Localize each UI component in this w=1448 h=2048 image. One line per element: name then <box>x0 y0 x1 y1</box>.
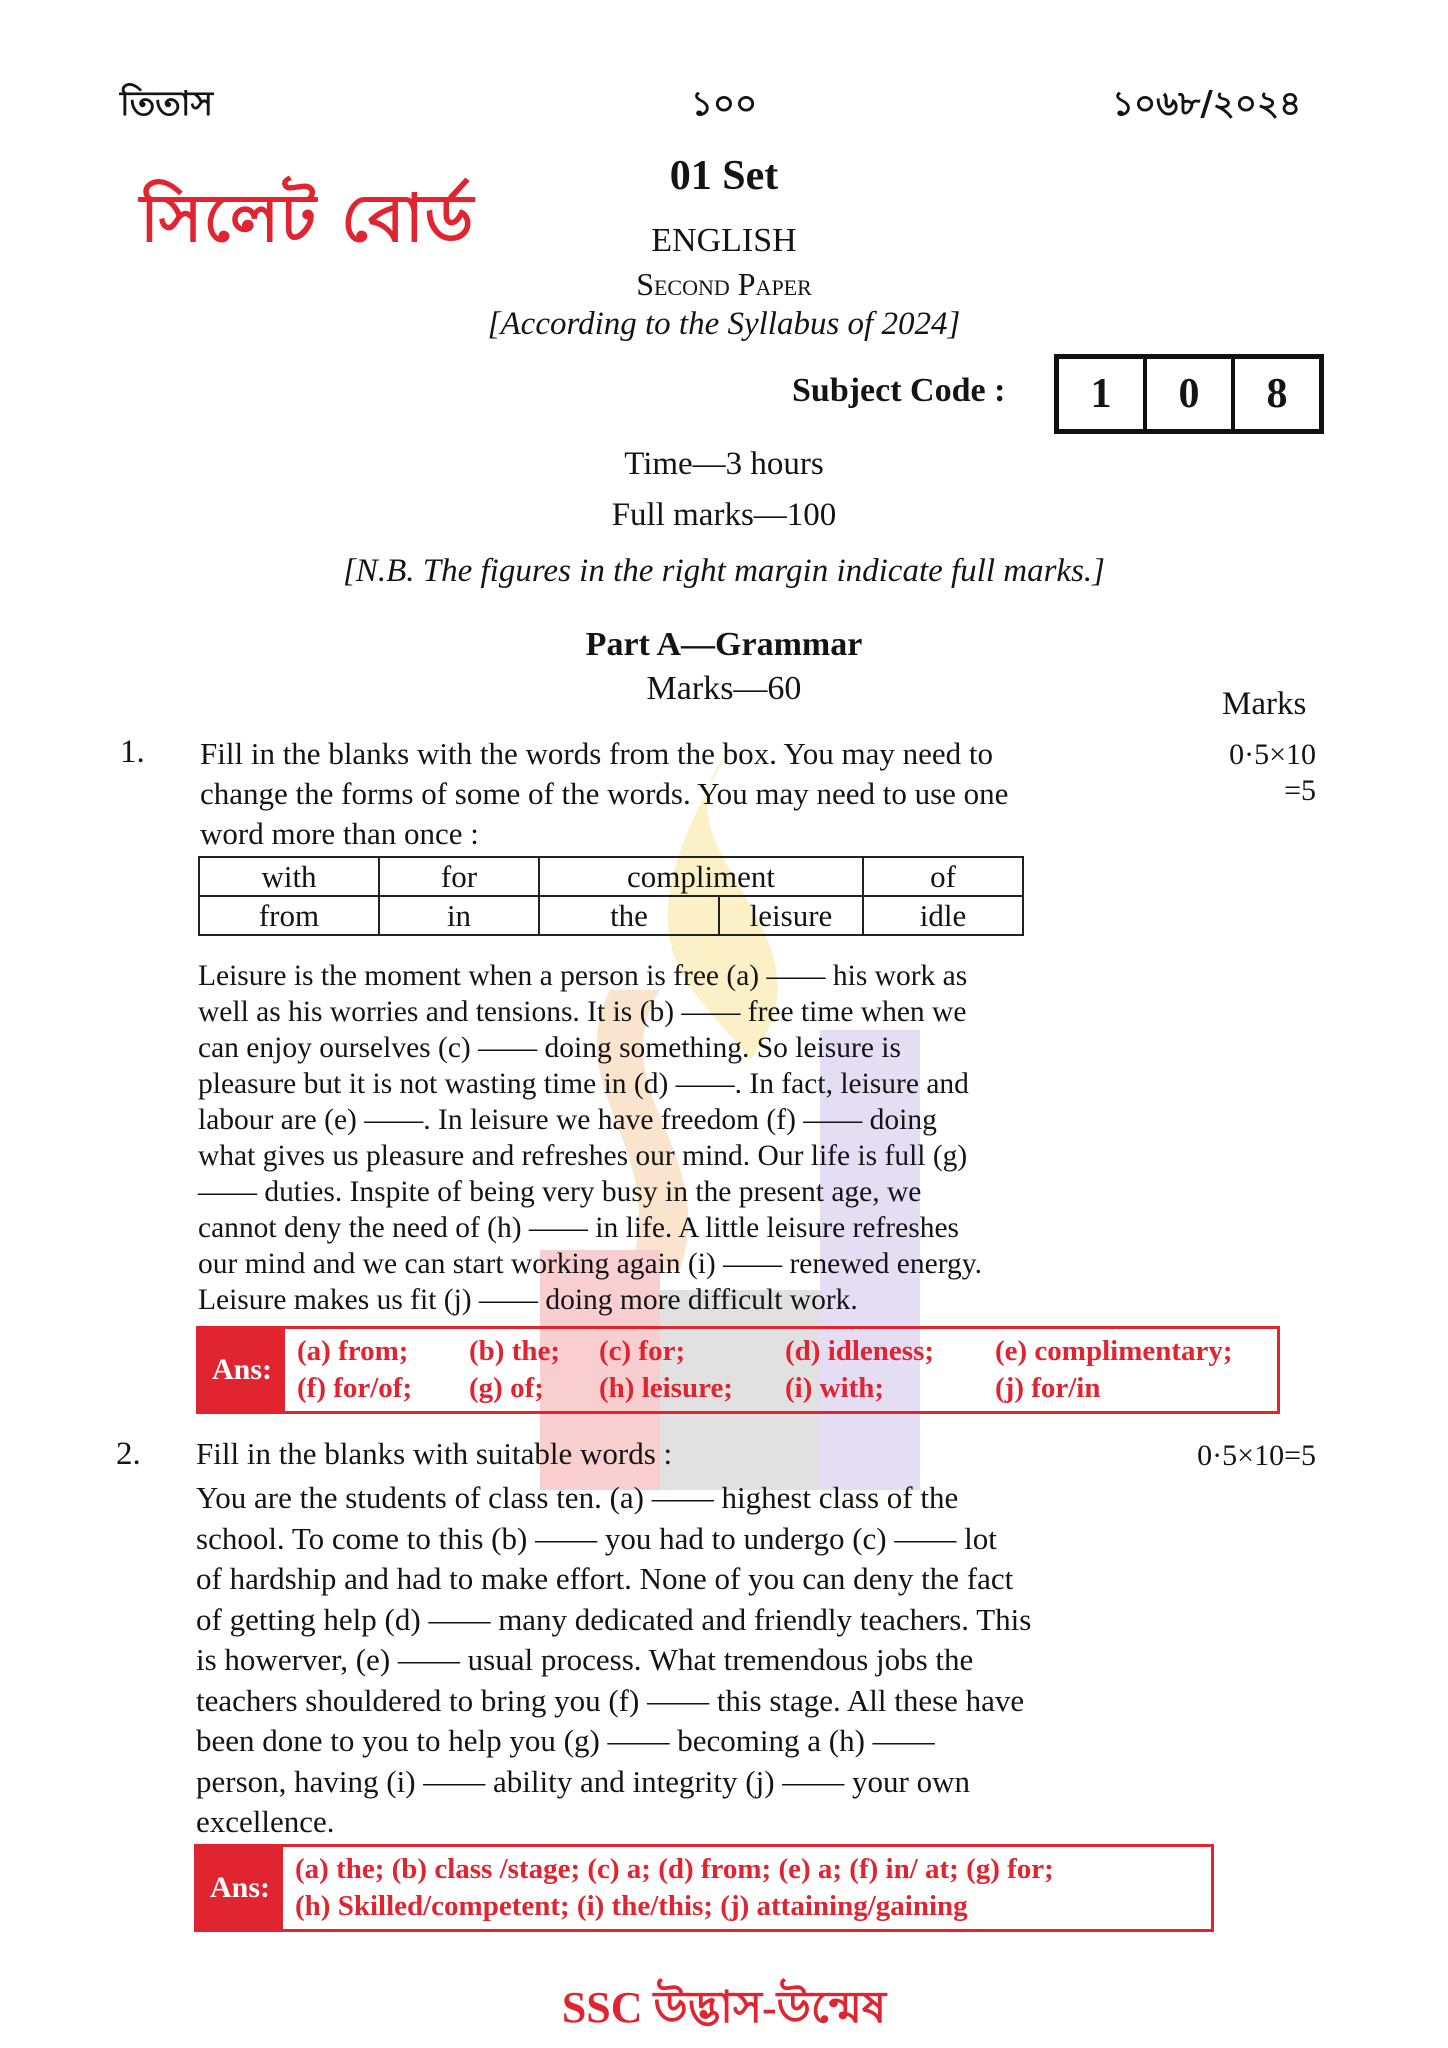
passage-line: —— duties. Inspite of being very busy in the present age, we <box>198 1176 922 1208</box>
marks-column-heading: Marks <box>1222 686 1307 722</box>
passage-line: what gives us pleasure and refreshes our mind. Our life is full (g) <box>198 1140 968 1172</box>
question-1-marks <box>1160 737 1316 809</box>
answer-content <box>285 1329 1245 1411</box>
word-box-cell: with <box>199 857 379 896</box>
answer-item: (h) leisure; <box>599 1372 733 1404</box>
instruction-line: word more than once : <box>200 816 479 851</box>
word-box-cell: in <box>379 896 539 935</box>
answer-line: (a) the; (b) class /stage; (c) a; (d) from; (e) a; (f) in/ at; (g) for; <box>295 1853 1054 1885</box>
exam-time: Time—3 hours <box>624 446 824 482</box>
answer-item: (f) for/of; <box>297 1372 413 1404</box>
answer-item: (d) idleness; <box>785 1335 935 1367</box>
footer-brand: SSC উদ্ভাস-উন্মেষ <box>561 1983 887 2032</box>
passage-line: person, having (i) —— ability and integrity (j) —— your own <box>196 1763 971 1799</box>
word-box-cell: leisure <box>719 896 863 935</box>
instruction-line: Fill in the blanks with the words from the box. You may need to <box>200 736 994 771</box>
header-left-text: তিতাস <box>120 84 214 124</box>
set-label: 01 Set <box>669 153 779 199</box>
syllabus-note: [According to the Syllabus of 2024] <box>487 306 961 342</box>
passage-line: our mind and we can start working again (i) —— renewed energy. <box>198 1248 982 1280</box>
passage-line: You are the students of class ten. (a) —— highest class of the <box>196 1480 959 1515</box>
answer-label: Ans: <box>199 1329 285 1411</box>
passage-line: cannot deny the need of (h) —— in life. A little leisure refreshes <box>198 1212 960 1244</box>
part-a-title: Part A—Grammar <box>585 626 863 663</box>
marks-line: 0·5×10 <box>1229 738 1316 771</box>
passage-line: excellence. <box>196 1804 335 1839</box>
passage-line: been done to you to help you (g) —— becoming a (h) —— <box>196 1723 935 1758</box>
question-1-passage <box>198 958 1196 1318</box>
question-1-instruction <box>200 734 1180 854</box>
question-2-instruction: Fill in the blanks with suitable words : <box>196 1436 673 1471</box>
question-number: 2. <box>116 1436 141 1472</box>
passage-line: teachers shouldered to bring you (f) —— this stage. All these have <box>196 1682 1025 1718</box>
question-2-marks: 0·5×10=5 <box>1197 1439 1316 1472</box>
answer-box <box>194 1844 1214 1932</box>
nb-note: [N.B. The figures in the right margin indicate full marks.] <box>342 553 1106 589</box>
word-box <box>198 856 1024 936</box>
board-title: সিলেট বোর্ড <box>140 180 475 257</box>
answer-item: (i) with; <box>785 1372 885 1404</box>
answer-label: Ans: <box>197 1847 283 1929</box>
marks-line: =5 <box>1284 774 1316 807</box>
answer-item: (j) for/in <box>995 1372 1101 1404</box>
passage-line: labour are (e) ——. In leisure we have freedom (f) —— doing <box>198 1104 937 1136</box>
answer-item: (a) from; <box>297 1335 409 1367</box>
instruction-line: change the forms of some of the words. You may need to use one <box>200 776 1009 811</box>
paper-title: Second Paper <box>636 266 812 302</box>
full-marks: Full marks—100 <box>611 497 837 533</box>
subject-code-digit: 0 <box>1143 359 1231 429</box>
word-box-cell: of <box>863 857 1023 896</box>
subject-code-digit: 8 <box>1231 359 1319 429</box>
passage-line: can enjoy ourselves (c) —— doing something. So leisure is <box>198 1032 901 1064</box>
passage-line: of hardship and had to make effort. None of you can deny the fact <box>196 1561 1014 1596</box>
passage-line: is howerver, (e) —— usual process. What tremendous jobs the <box>196 1642 974 1677</box>
passage-line: pleasure but it is not wasting time in (d) ——. In fact, leisure and <box>198 1068 969 1100</box>
answer-row <box>297 1333 1233 1370</box>
passage-line: school. To come to this (b) —— you had to undergo (c) —— lot <box>196 1520 997 1556</box>
passage-line: Leisure makes us fit (j) —— doing more difficult work. <box>198 1284 858 1316</box>
passage-line: well as his worries and tensions. It is (b) —— free time when we <box>198 996 967 1028</box>
answer-item: (g) of; <box>469 1372 544 1404</box>
answer-content <box>283 1847 1066 1929</box>
part-a-marks: Marks—60 <box>646 670 802 707</box>
subject-code-digit: 1 <box>1090 371 1112 417</box>
word-box-cell: the <box>539 896 719 935</box>
word-box-cell: compliment <box>539 857 863 896</box>
passage-line: Leisure is the moment when a person is free (a) —— his work as <box>198 960 968 992</box>
answer-item: (b) the; <box>469 1335 561 1367</box>
passage-line: of getting help (d) —— many dedicated and friendly teachers. This <box>196 1601 1032 1637</box>
answer-line: (h) Skilled/competent; (i) the/this; (j) attaining/gaining <box>295 1890 968 1922</box>
header-right-code: ১০৬৮/২০২৪ <box>1112 84 1302 124</box>
question-number: 1. <box>120 734 145 770</box>
answer-item: (c) for; <box>599 1335 686 1367</box>
subject-code-box <box>1054 354 1324 434</box>
question-2-passage <box>196 1478 1196 1843</box>
word-box-cell: from <box>199 896 379 935</box>
page-number: ১০০ <box>690 84 758 124</box>
subject-code-label: Subject Code : <box>792 372 1006 409</box>
word-box-cell: for <box>379 857 539 896</box>
subject-title: ENGLISH <box>651 222 797 259</box>
answer-row <box>297 1370 1233 1407</box>
answer-item: (e) complimentary; <box>995 1335 1233 1367</box>
word-box-cell: idle <box>863 896 1023 935</box>
answer-box <box>196 1326 1280 1414</box>
